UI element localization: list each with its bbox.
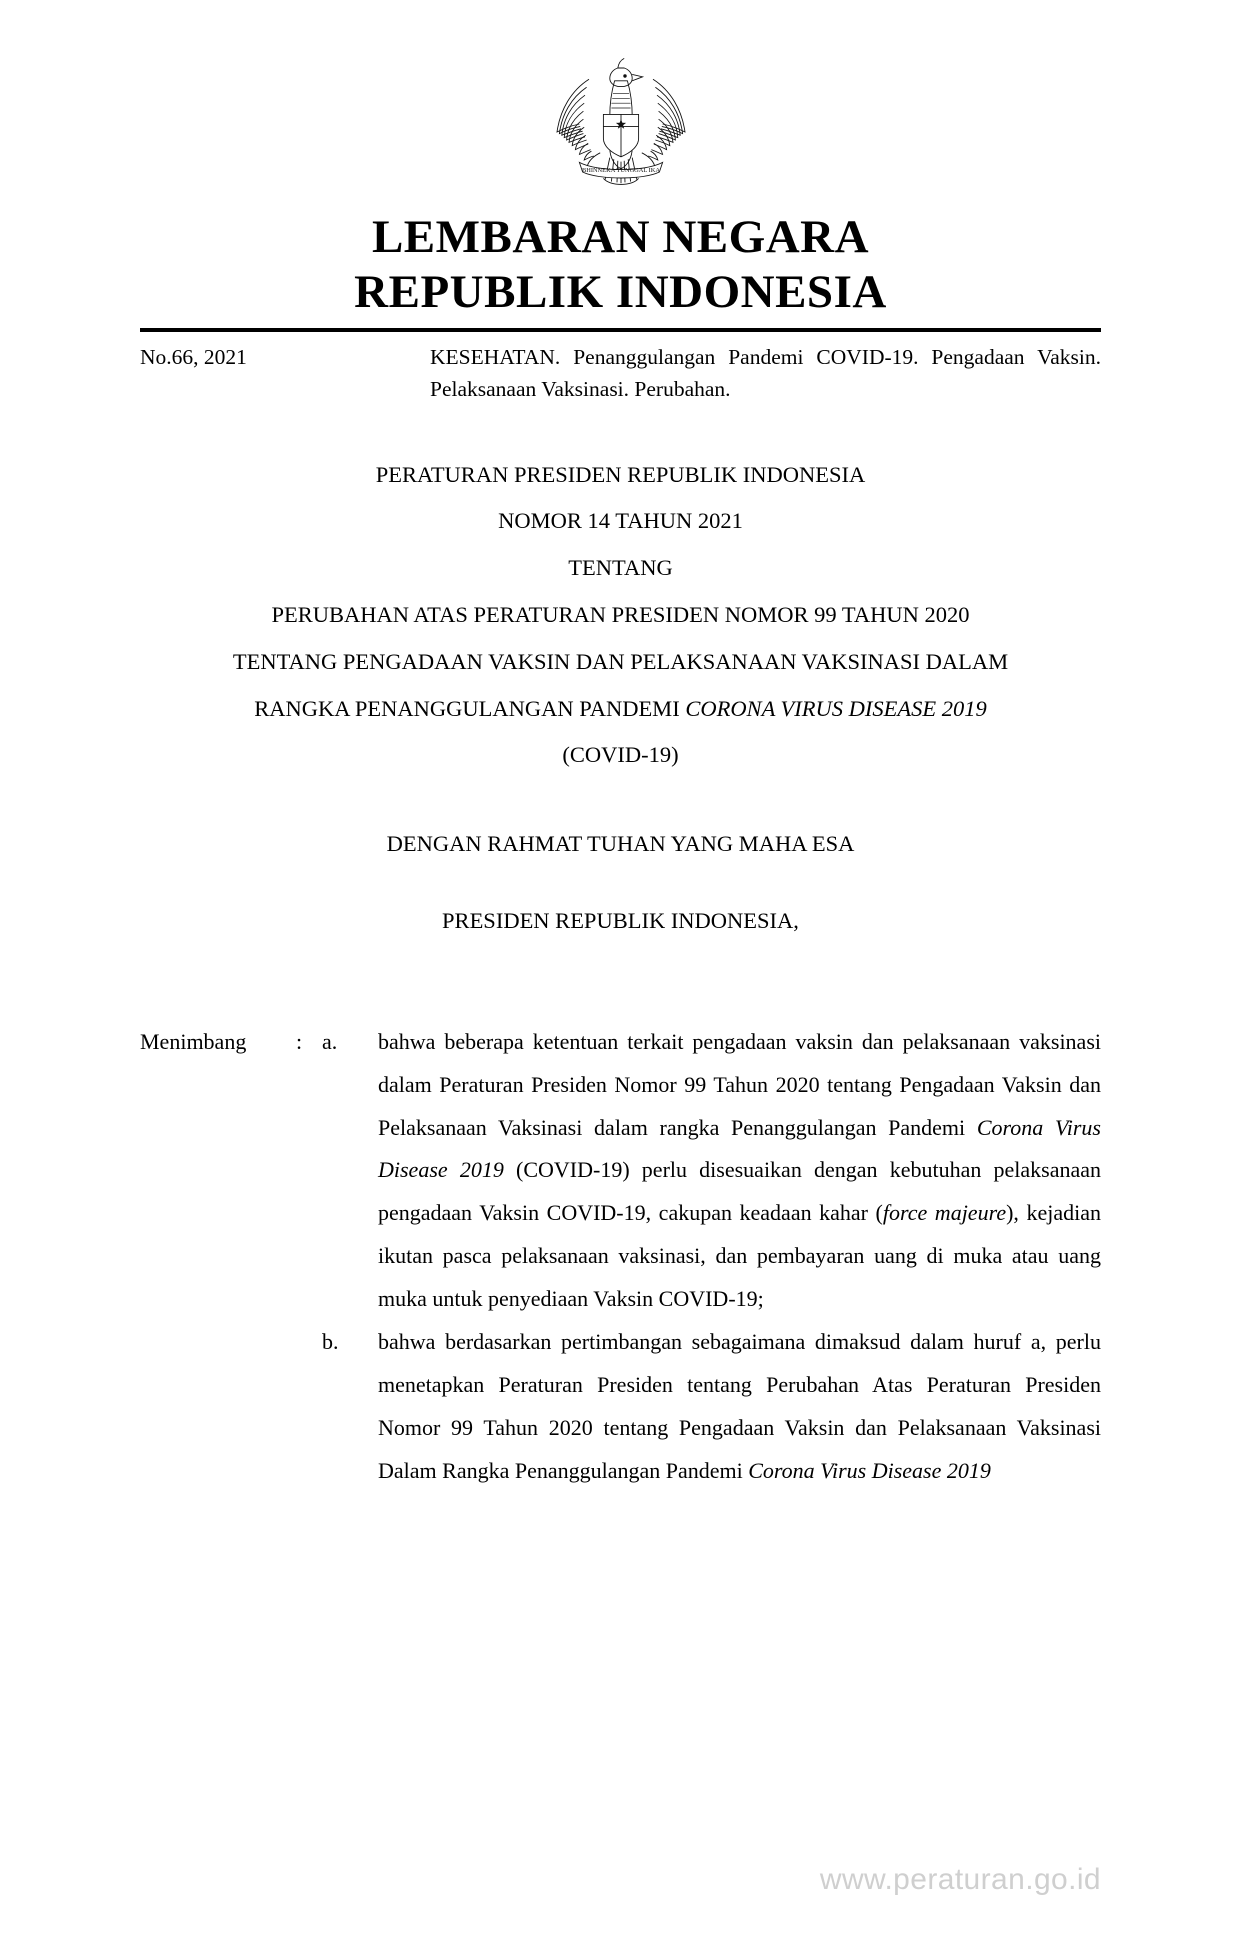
consideration-marker-b: b. (322, 1329, 339, 1354)
cons-a-seg-1: bahwa beberapa ketentuan terkait pengadaan vaksin dan pelaksanaan vaksinasi dalam Peraturan Presiden Nomor 99 Tahun 2020 tentang Pengadaan Vaksin dan Pelaksanaan Vaksinasi dalam rangka Penanggulangan Pandemi (378, 1028, 1101, 1140)
title-line-subject-3 (140, 686, 1101, 733)
masthead (140, 210, 1101, 320)
consideration-marker-a: a. (322, 1028, 338, 1054)
subject-keywords: KESEHATAN. Penanggulangan Pandemi COVID-19. Pengadaan Vaksin. Pelaksanaan Vaksinasi. Perubahan. (430, 344, 1101, 401)
blessing-line: DENGAN RAHMAT TUHAN YANG MAHA ESA (386, 831, 855, 857)
title-line-covid: (COVID-19) (562, 742, 679, 768)
garuda-pancasila-emblem (541, 52, 701, 200)
title-line-subject-2: TENTANG PENGADAAN VAKSIN DAN PELAKSANAAN VAKSINASI DALAM (232, 648, 1009, 674)
considerations-label: Menimbang (140, 1028, 247, 1054)
title-line-number: NOMOR 14 TAHUN 2021 (498, 508, 743, 534)
title-line-tentang: TENTANG (568, 555, 673, 581)
site-watermark: www.peraturan.go.id (819, 1863, 1101, 1896)
considerations-section (140, 1021, 1101, 1493)
cons-a-seg-3: ), kejadian ikutan pasca pelaksanaan vaksinasi, dan pembayaran uang di muka atau uang muka untuk penyediaan Vaksin COVID-19; (378, 1200, 1101, 1312)
cons-a-italic-2: force majeure (882, 1200, 1007, 1226)
consideration-text-b (378, 1321, 1101, 1493)
gazette-number: No.66, 2021 (140, 344, 247, 369)
masthead-line-1: LEMBARAN NEGARA (371, 211, 870, 263)
regulation-title-block (140, 452, 1101, 780)
title-line-subject-1: PERUBAHAN ATAS PERATURAN PRESIDEN NOMOR 99 TAHUN 2020 (271, 601, 970, 627)
considerations-colon: : (296, 1028, 303, 1054)
cons-a-italic-1: Corona Virus Disease 2019 (378, 1114, 1101, 1183)
consideration-item-a (140, 1021, 1101, 1321)
title-subject-3-prefix: RANGKA PENANGGULANGAN PANDEMI (254, 695, 686, 721)
svg-text:BHINNEKA TUNGGAL IKA: BHINNEKA TUNGGAL IKA (581, 167, 660, 174)
consideration-item-b (140, 1321, 1101, 1493)
cons-b-italic-1: Corona Virus Disease 2019 (748, 1457, 991, 1483)
title-subject-3-italic: CORONA VIRUS DISEASE 2019 (685, 695, 987, 721)
document-meta (140, 342, 1101, 406)
masthead-line-2: REPUBLIK INDONESIA (354, 265, 887, 318)
emblem-container (140, 0, 1101, 200)
signatory-line: PRESIDEN REPUBLIK INDONESIA, (442, 907, 799, 933)
title-line-authority: PERATURAN PRESIDEN REPUBLIK INDONESIA (375, 461, 866, 487)
cons-b-seg-1: bahwa berdasarkan pertimbangan sebagaimana dimaksud dalam huruf a, perlu menetapkan Peraturan Presiden tentang Perubahan Atas Peraturan Presiden Nomor 99 Tahun 2020 tentang Pengadaan Vaksin dan Pelaksanaan Vaksinasi Dalam Rangka Penanggulangan Pandemi (378, 1329, 1101, 1483)
consideration-text-a (378, 1021, 1101, 1321)
cons-a-seg-2: (COVID-19) perlu disesuaikan dengan kebutuhan pelaksanaan pengadaan Vaksin COVID-19, cakupan keadaan kahar ( (378, 1157, 1102, 1226)
masthead-divider (140, 328, 1101, 332)
